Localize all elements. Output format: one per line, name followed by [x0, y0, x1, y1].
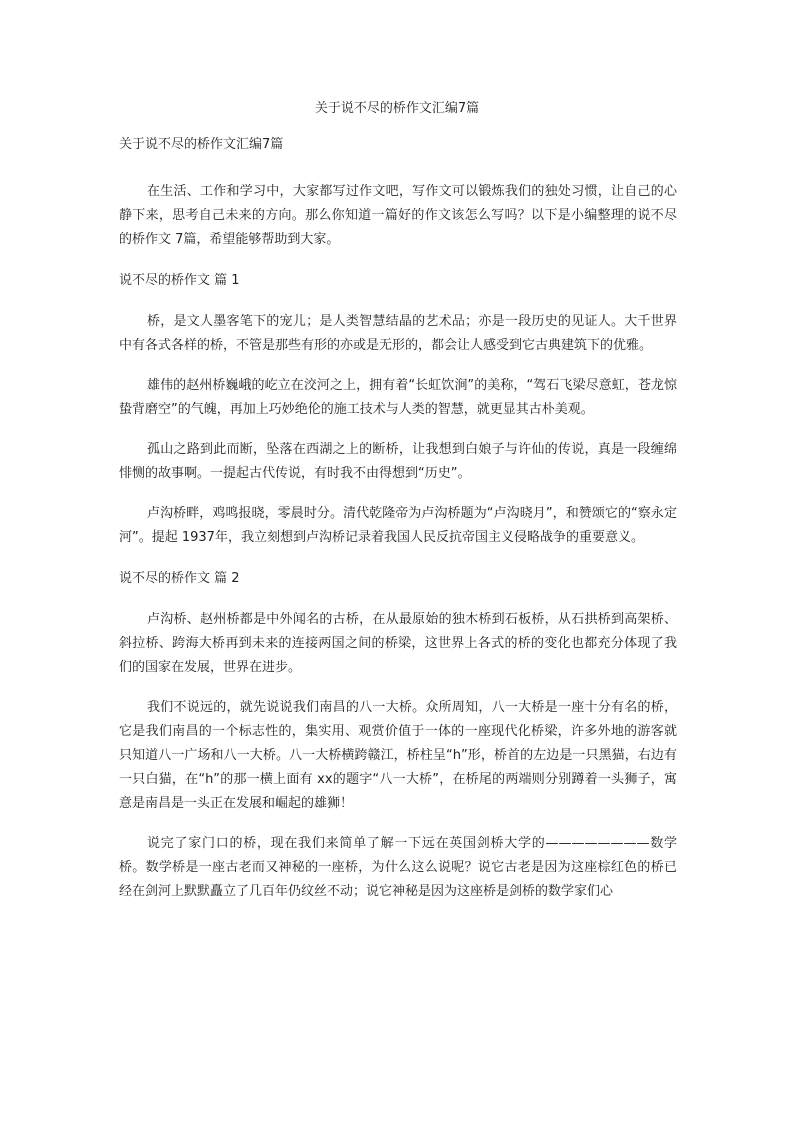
document-title: 关于说不尽的桥作文汇编7篇 [314, 101, 480, 116]
body-paragraph: 孤山之路到此而断，坠落在西湖之上的断桥，让我想到白娘子与许仙的传说，真是一段缠绵悱恻的故事啊。一提起古代传说，有时我不由得想到“历史”。 [119, 442, 677, 481]
body-paragraph: 桥，是文人墨客笔下的宠儿；是人类智慧结晶的艺术品；亦是一段历史的见证人。大千世界中有各式各样的桥，不管是那些有形的亦或是无形的，都会让人感受到它古典建筑下的优雅。 [119, 314, 677, 353]
section-heading: 说不尽的桥作文 篇 2 [119, 571, 240, 586]
intro-paragraph: 在生活、工作和学习中，大家都写过作文吧，写作文可以锻炼我们的独处习惯，让自己的心静下来，思考自己未来的方向。那么你知道一篇好的作文该怎么写吗？以下是小编整理的说不尽的桥作文 7篇，希望能够帮助到大家。 [119, 184, 677, 247]
section-heading: 说不尽的桥作文 篇 1 [119, 273, 240, 288]
body-paragraph: 卢沟桥畔，鸡鸣报晓，零晨时分。清代乾隆帝为卢沟桥题为“卢沟晓月”，和赞颂它的“察永定河”。提起 1937年，我立刻想到卢沟桥记录着我国人民反抗帝国主义侵略战争的重要意义。 [119, 506, 677, 545]
document-body [119, 136, 677, 920]
body-paragraph: 雄伟的赵州桥巍峨的屹立在洨河之上，拥有着“长虹饮涧”的美称，“驾石飞梁尽意虹，苍龙惊蛰背磨空”的气魄，再加上巧妙绝伦的施工技术与人类的智慧，就更显其古朴美观。 [119, 378, 677, 417]
body-paragraph: 卢沟桥、赵州桥都是中外闻名的古桥，在从最原始的独木桥到石板桥，从石拱桥到高架桥、斜拉桥、跨海大桥再到未来的连接两国之间的桥梁，这世界上各式的桥的变化也都充分体现了我们的国家在发展，世界在进步。 [119, 612, 677, 675]
body-paragraph: 我们不说远的，就先说说我们南昌的八一大桥。众所周知，八一大桥是一座十分有名的桥，它是我们南昌的一个标志性的，集实用、观赏价值于一体的一座现代化桥梁，许多外地的游客就只知道八一广场和八一大桥。八一大桥横跨赣江，桥柱呈“h”形，桥首的左边是一只黑猫，右边有一只白猫，在“h”的那一横上面有 xx的题字“八一大桥”，在桥尾的两端则分别蹲着一头狮子，寓意是南昌是一头正在发展和崛起的雄狮！ [119, 700, 677, 811]
document-subtitle: 关于说不尽的桥作文汇编7篇 [119, 137, 284, 152]
body-paragraph: 说完了家门口的桥，现在我们来简单了解一下远在英国剑桥大学的————————数学桥。数学桥是一座古老而又神秘的一座桥，为什么这么说呢？说它古老是因为这座棕红色的桥已经在剑河上默默矗立了几百年仍纹丝不动；说它神秘是因为这座桥是剑桥的数学家们心 [119, 836, 677, 899]
